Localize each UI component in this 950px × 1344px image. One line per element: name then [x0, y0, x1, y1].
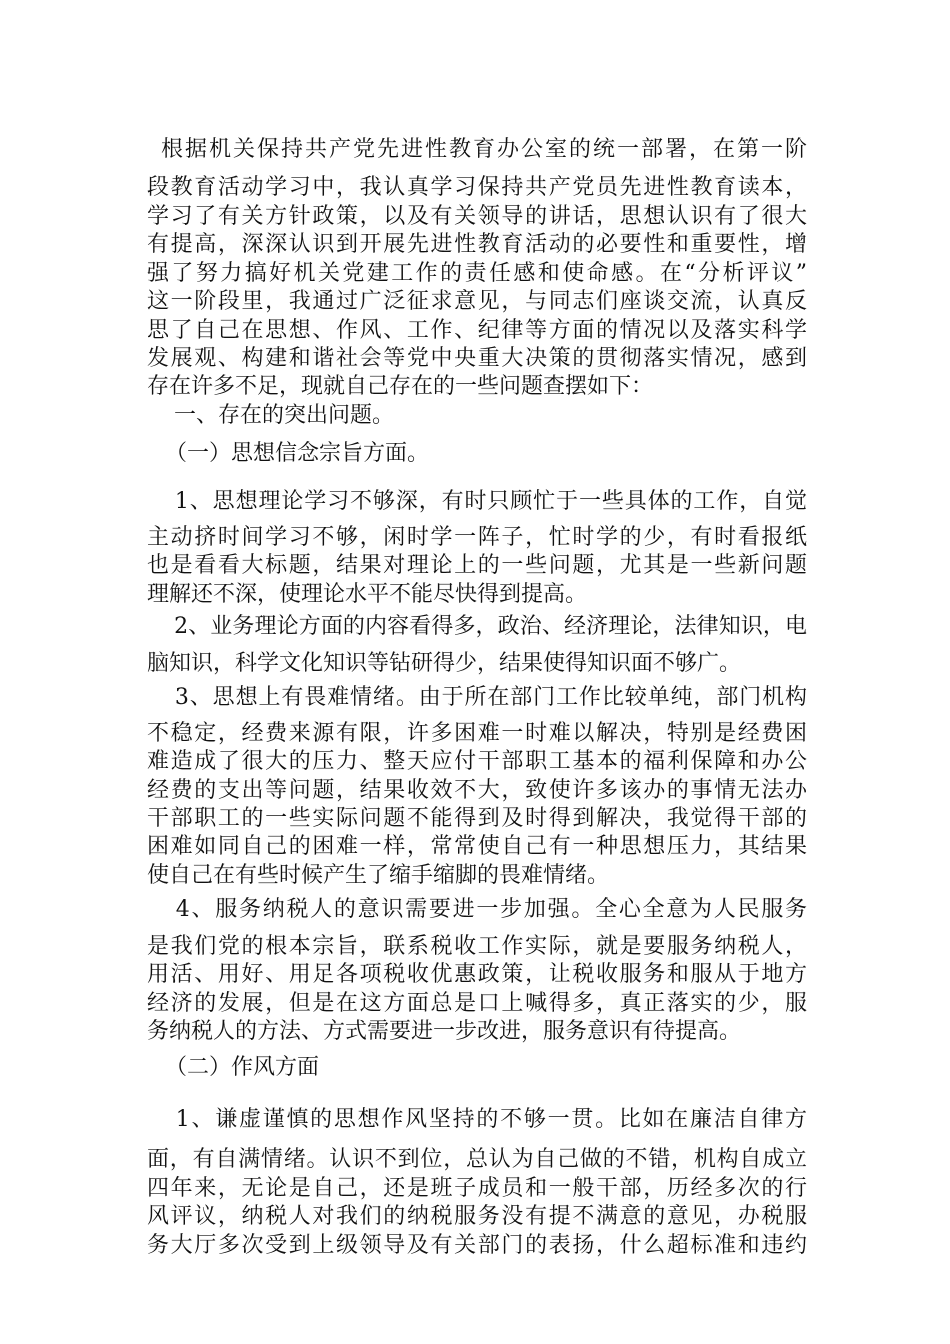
text-line: 也是看看大标题，结果对理论上的一些问题，尤其是一些新问题 [147, 553, 807, 578]
text-line: 经费的支出等问题，结果收效不大，致使许多该办的事情无法办 [147, 778, 807, 803]
text-line: 使自己在有些时候产生了缩手缩脚的畏难情绪。 [147, 863, 610, 888]
text-line: 4、服务纳税人的意识需要进一步加强。全心全意为人民服务 [152, 897, 807, 922]
text-line: 务纳税人的方法、方式需要进一步改进，服务意识有待提高。 [147, 1019, 742, 1044]
text-line: 干部职工的一些实际问题不能得到及时得到解决，我觉得干部的 [147, 806, 807, 831]
text-line: 主动挤时间学习不够，闲时学一阵子，忙时学的少，有时看报纸 [147, 525, 807, 550]
text-line: 风评议，纳税人对我们的纳税服务没有提不满意的意见，办税服 [147, 1204, 807, 1229]
text-line: 段教育活动学习中，我认真学习保持共产党员先进性教育读本， [147, 175, 807, 200]
text-line: 这一阶段里，我通过广泛征求意见，与同志们座谈交流，认真反 [147, 289, 807, 314]
text-line: 难造成了很大的压力、整天应付干部职工基本的福利保障和办公 [147, 749, 807, 774]
text-line: 思了自己在思想、作风、工作、纪律等方面的情况以及落实科学 [147, 318, 807, 343]
text-line: 存在许多不足，现就自己存在的一些问题查摆如下： [147, 374, 654, 399]
text-line: 务大厅多次受到上级领导及有关部门的表扬，什么超标准和违约 [147, 1233, 807, 1258]
text-line: 1、谦虚谨慎的思想作风坚持的不够一贯。比如在廉洁自律方 [152, 1107, 807, 1132]
text-line: 根据机关保持共产党先进性教育办公室的统一部署，在第一阶 [161, 137, 807, 162]
text-line: 不稳定，经费来源有限，许多困难一时难以解决，特别是经费困 [147, 721, 807, 746]
text-line: 有提高，深深认识到开展先进性教育活动的必要性和重要性，增 [147, 232, 807, 257]
text-line: 四年来，无论是自己，还是班子成员和一般干部，历经多次的行 [147, 1176, 807, 1201]
text-line: 面，有自满情绪。认识不到位，总认为自己做的不错，机构自成立 [147, 1147, 807, 1172]
text-line: 3、思想上有畏难情绪。由于所在部门工作比较单纯，部门机构 [152, 685, 807, 710]
text-line: 脑知识，科学文化知识等钻研得少，结果使得知识面不够广。 [147, 651, 742, 676]
section-heading: 一、存在的突出问题。 [152, 403, 395, 428]
text-line: 用活、用好、用足各项税收优惠政策，让税收服务和服从于地方 [147, 962, 807, 987]
subsection-heading: （一）思想信念宗旨方面。 [154, 441, 430, 466]
text-line: 强了努力搞好机关党建工作的责任感和使命感。在“分析评议” [147, 261, 807, 286]
text-line: 理解还不深，使理论水平不能尽快得到提高。 [147, 582, 588, 607]
text-line: 1、思想理论学习不够深，有时只顾忙于一些具体的工作，自觉 [152, 489, 807, 514]
text-line: 2、业务理论方面的内容看得多，政治、经济理论，法律知识，电 [152, 614, 807, 639]
subsection-heading: （二）作风方面 [154, 1055, 320, 1080]
text-line: 经济的发展，但是在这方面总是口上喊得多，真正落实的少，服 [147, 991, 807, 1016]
text-line: 发展观、构建和谐社会等党中央重大决策的贯彻落实情况，感到 [147, 346, 807, 371]
text-line: 困难如同自己的困难一样，常常使自己有一种思想压力，其结果 [147, 834, 807, 859]
text-line: 是我们党的根本宗旨，联系税收工作实际，就是要服务纳税人， [147, 934, 807, 959]
text-line: 学习了有关方针政策，以及有关领导的讲话，思想认识有了很大 [147, 204, 807, 229]
